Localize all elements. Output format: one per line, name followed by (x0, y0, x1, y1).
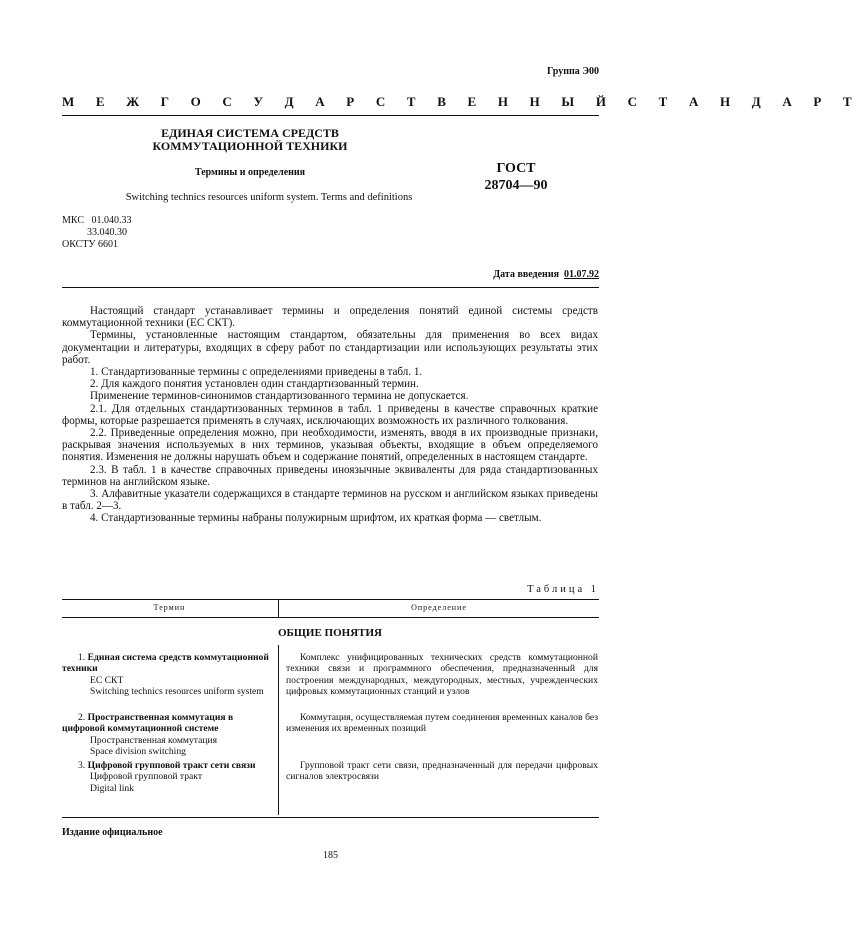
term-number: 3. (78, 760, 86, 771)
date-label: Дата введения (493, 269, 559, 280)
effective-date (493, 269, 599, 280)
paragraph: 2.1. Для отдельных стандартизованных терминов в табл. 1 приведены в качестве справочных краткие формы, которые разрешается применять в случаях, исключающих возможность их различного толкования. (62, 402, 598, 427)
standard-type: М Е Ж Г О С У Д А Р С Т В Е Н Н Ы Й С Т А Н Д А Р Т (62, 94, 861, 109)
paragraph: 1. Стандартизованные термины с определениями приведены в табл. 1. (90, 366, 423, 379)
term-number: 2. (78, 712, 86, 723)
document-title: ЕДИНАЯ СИСТЕМА СРЕДСТВ КОММУТАЦИОННОЙ ТЕХНИКИ (152, 126, 348, 153)
paragraph: 3. Алфавитные указатели содержащихся в стандарте терминов на русском и английском языках приведены в табл. 2—3. (62, 488, 598, 513)
paragraph: 2.3. В табл. 1 в качестве справочных приведены иноязычные эквиваленты для ряда стандартизованных терминов на английском языке. (62, 463, 598, 488)
column-header-term: Термин (153, 603, 186, 612)
section-title: ОБЩИЕ ПОНЯТИЯ (277, 627, 382, 639)
code-okstu: ОКСТУ 6601 (62, 239, 119, 250)
term-entry-2 (62, 712, 272, 757)
column-divider (278, 645, 279, 815)
term-short: ЕС СКТ (90, 674, 124, 686)
term-name: Пространственная коммутация в цифровой коммутационной системе (62, 712, 234, 735)
term-english: Digital link (90, 782, 134, 794)
edition-note: Издание официальное (62, 827, 163, 838)
code-mks-1: МКС 01.040.33 (62, 215, 132, 226)
document-subtitle: Термины и определения (194, 167, 306, 178)
header-rule (62, 115, 599, 116)
code-mks-2: 33.040.30 (62, 227, 127, 238)
definition-text: Групповой тракт сети связи, предназначенный для передачи цифровых сигналов электросвязи (286, 760, 598, 783)
date-value: 01.07.92 (564, 269, 599, 280)
date-rule (62, 287, 599, 288)
definition-2 (286, 712, 598, 735)
definition-1 (286, 652, 598, 697)
definition-3 (286, 760, 598, 783)
term-name: Единая система средств коммутационной техники (62, 652, 269, 675)
classification-codes (62, 215, 131, 251)
term-english: Space division switching (90, 745, 186, 757)
definition-text: Комплекс унифицированных технических средств коммутационной техники связи и программного обеспечения, предназначенный для построения международных, междугородных, местных, учрежденческих цифровых коммутационных станций и узлов (286, 652, 598, 697)
term-english: Switching technics resources uniform system (90, 685, 264, 697)
header-divider (278, 599, 279, 617)
definition-text: Коммутация, осуществляемая путем соединения временных каналов без изменения их временных позиций (286, 712, 598, 735)
table-label: Таблица 1 (527, 584, 599, 595)
term-short: Цифровой групповой тракт (90, 771, 203, 783)
term-entry-1 (62, 652, 272, 697)
paragraph: Применение терминов-синонимов стандартизованного термина не допускается. (90, 390, 469, 403)
term-number: 1. (78, 652, 86, 663)
table-top-rule (62, 599, 599, 600)
table-header-rule (62, 617, 599, 618)
paragraph: 4. Стандартизованные термины набраны полужирным шрифтом, их краткая форма — светлым. (90, 512, 542, 525)
paragraph: Термины, установленные настоящим стандартом, обязательны для применения во всех видах документации и литературы, входящих в сферу работ по стандартизации или использующих результаты этих работ. (62, 329, 598, 366)
term-short: Пространственная коммутация (90, 734, 218, 746)
gost-number: ГОСТ 28704—90 (484, 161, 548, 193)
term-entry-3 (62, 760, 272, 794)
paragraph: Настоящий стандарт устанавливает термины и определения понятий единой системы средств коммутационной техники (ЕС СКТ). (62, 305, 598, 330)
paragraph: 2.2. Приведенные определения можно, при необходимости, изменять, вводя в их производные признаки, раскрывая значения используемых в них терминов, указывая объекты, входящие в объем определяемого понятия. Изменения не должны нарушать объем и содержание понятий, определенных в настоящем стандарте. (62, 427, 598, 464)
term-name: Цифровой групповой тракт сети связи (87, 760, 256, 771)
paragraph: 2. Для каждого понятия установлен один стандартизованный термин. (90, 378, 419, 391)
group-code: Группа Э00 (547, 66, 599, 77)
english-title: Switching technics resources uniform system. Terms and definitions (125, 192, 413, 203)
page-number: 185 (323, 850, 338, 861)
footer-rule (62, 817, 599, 818)
body-text (62, 305, 598, 525)
column-header-definition: Определение (411, 603, 467, 612)
